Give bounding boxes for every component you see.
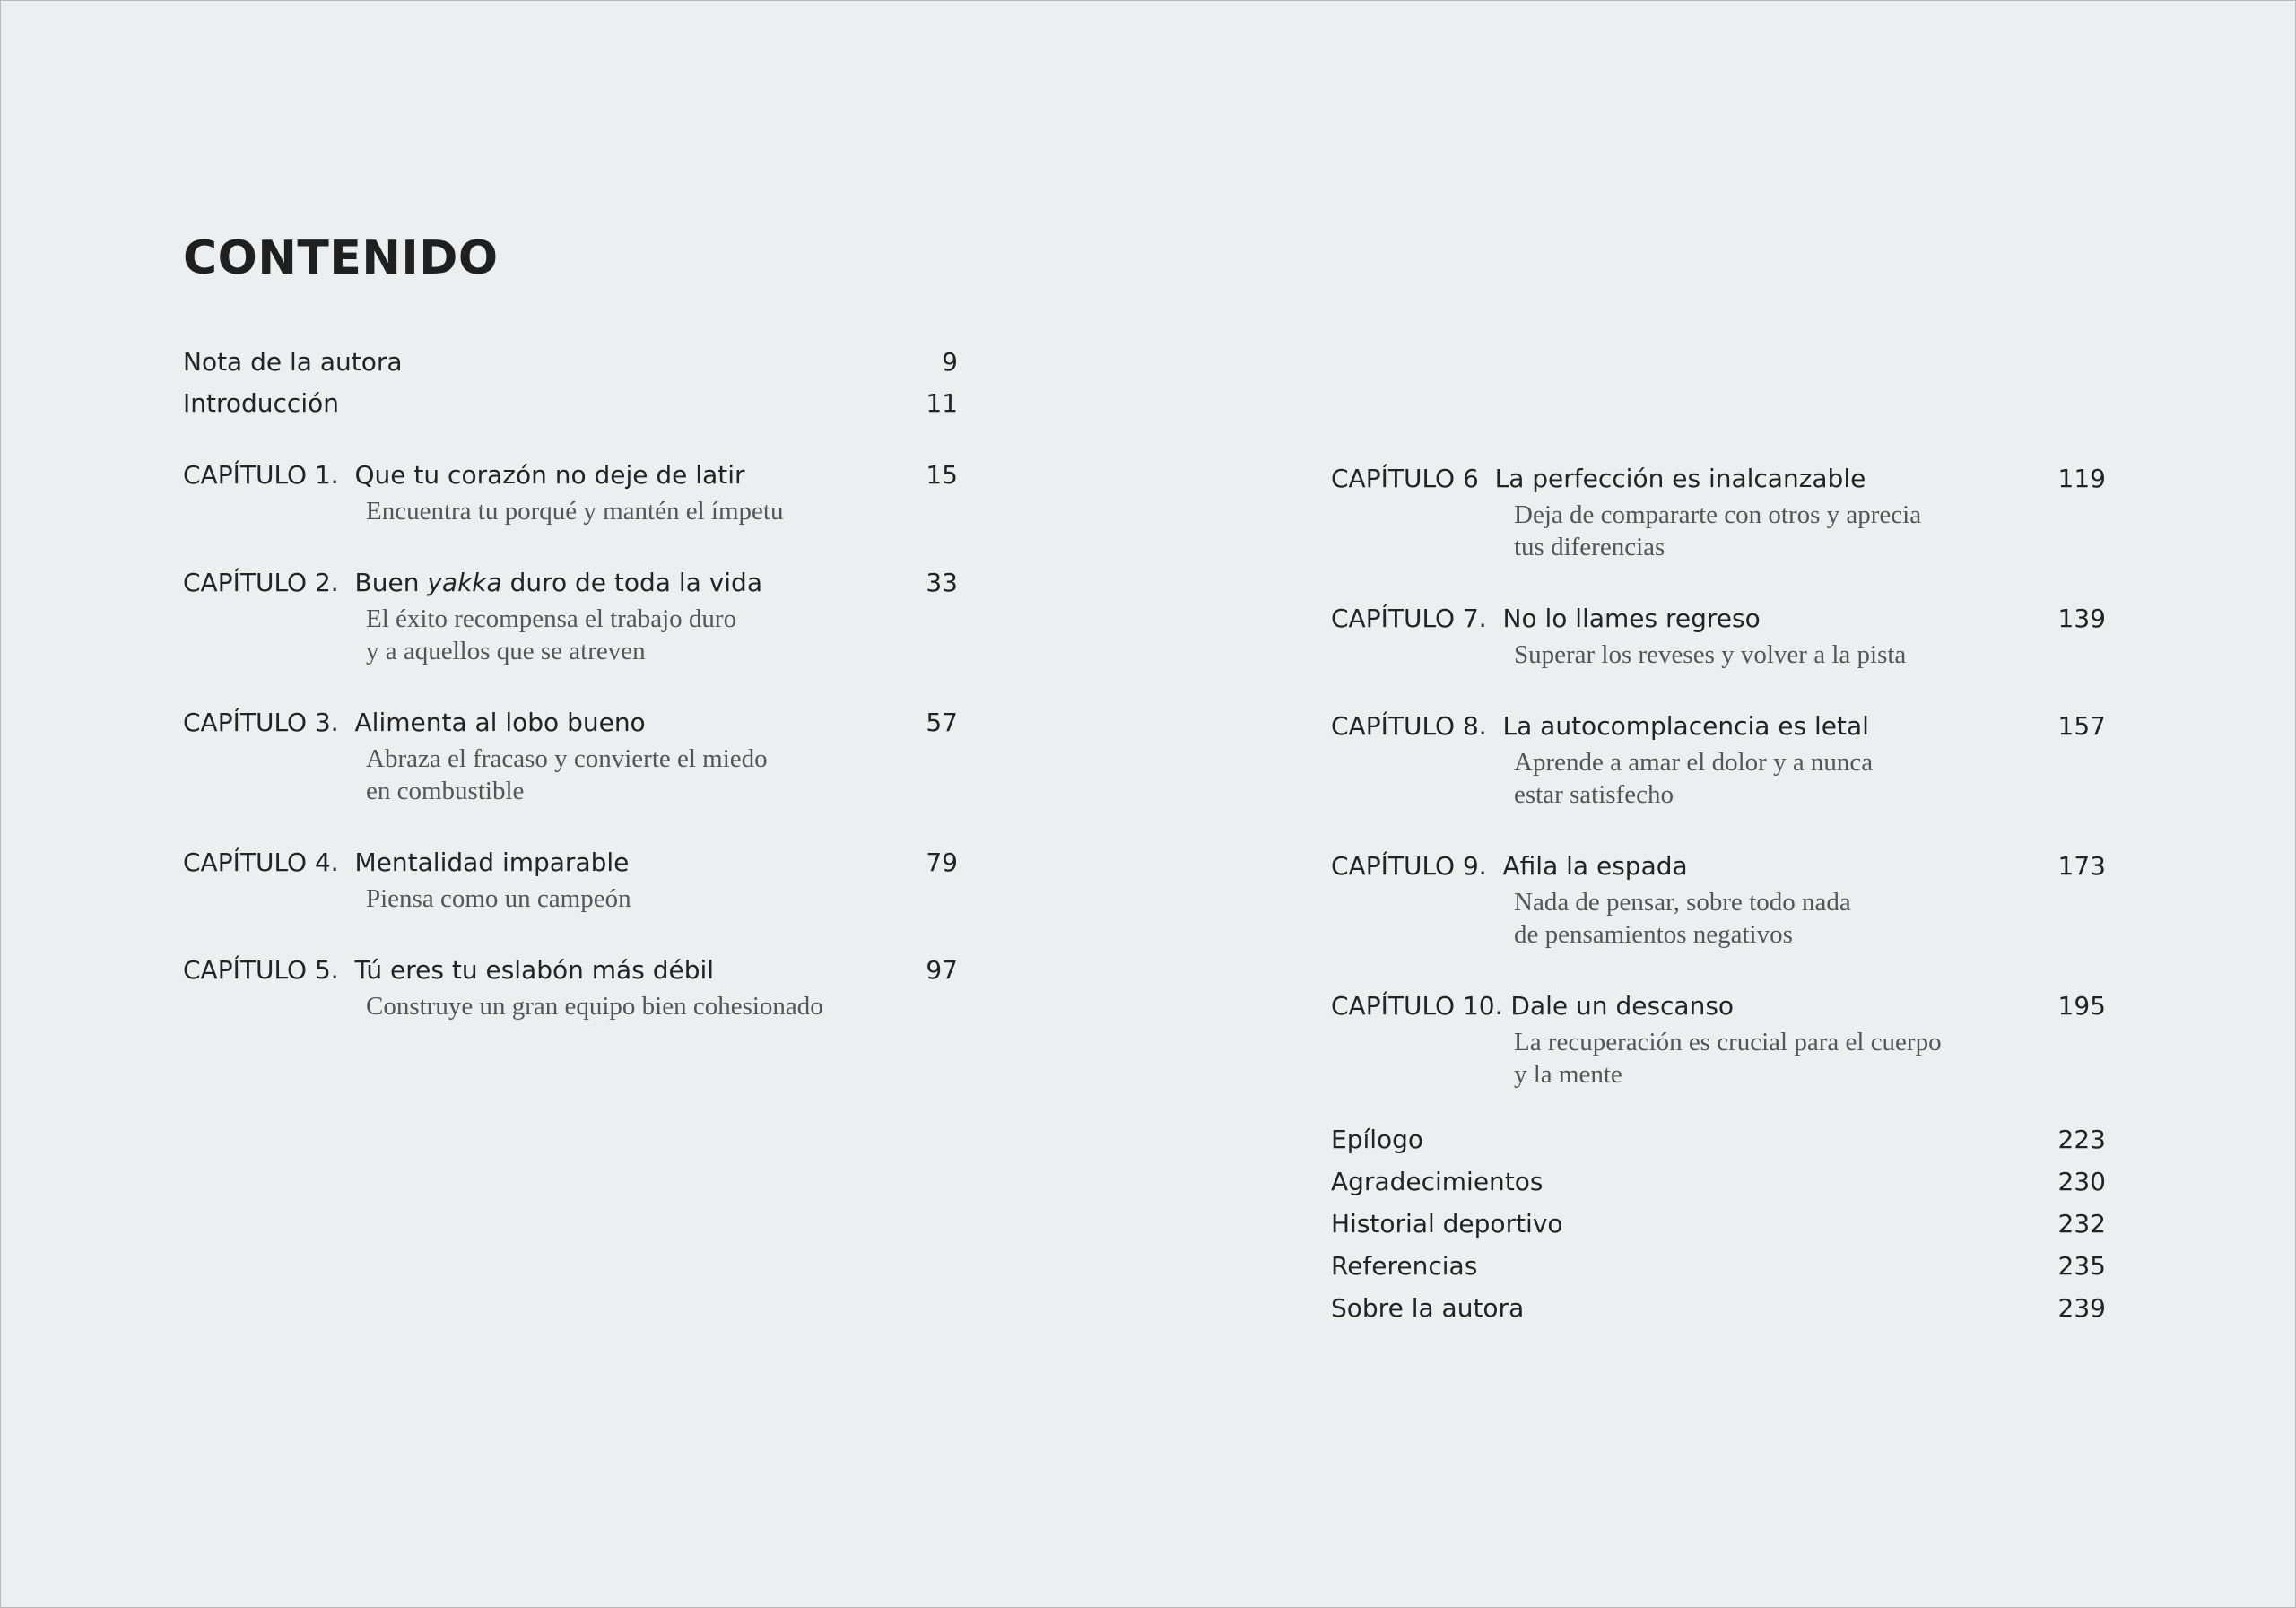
toc-entry-introduccion[interactable] [183,384,958,423]
chapter-subtitle: de pensamientos negativos [1514,920,1793,949]
toc-chapter-5[interactable] [183,951,958,1022]
toc-page-number: 97 [926,955,958,985]
chapter-label: CAPÍTULO 6 [1331,464,1479,493]
chapter-subtitle: Encuentra tu porqué y mantén el ímpetu [366,497,784,526]
chapter-subtitle: La recuperación es crucial para el cuerpo [1514,1028,1942,1056]
chapter-subtitle: y a aquellos que se atreven [366,637,646,665]
chapter-subtitle: estar satisfecho [1514,780,1674,809]
toc-entry-label: Sobre la autora [1331,1293,1525,1323]
chapter-subtitle: Abraza el fracaso y convierte el miedo [366,744,768,773]
chapter-title: No lo llames regreso [1502,604,1761,633]
chapter-subtitle: Aprende a amar el dolor y a nunca [1514,748,1874,777]
chapter-label: CAPÍTULO 7. [1331,604,1487,633]
chapter-title-post: duro de toda la vida [501,568,762,597]
toc-page-number: 57 [926,708,958,737]
chapter-subtitle: El éxito recompensa el trabajo duro [366,604,737,633]
toc-page-number: 157 [2057,711,2106,741]
toc-entry-sobre-la-autora[interactable] [1331,1289,2106,1328]
toc-entry-label: Historial deportivo [1331,1209,1563,1239]
chapter-label: CAPÍTULO 1. [183,460,339,490]
toc-page-number: 119 [2057,464,2106,493]
chapter-subtitle: Construye un gran equipo bien cohesionado [366,992,823,1021]
toc-page-number: 139 [2057,604,2106,633]
chapter-label: CAPÍTULO 3. [183,708,339,737]
chapter-title: Alimenta al lobo bueno [354,708,646,737]
toc-entry-label: Introducción [183,388,339,418]
toc-page-number: 232 [2057,1209,2106,1239]
toc-chapter-3[interactable] [183,703,958,807]
toc-page-number: 235 [2057,1251,2106,1281]
toc-chapter-6[interactable] [1331,459,2106,563]
toc-page-number: 223 [2057,1125,2106,1154]
toc-page-number: 11 [926,388,958,418]
toc-chapter-10[interactable] [1331,987,2106,1091]
chapter-title-pre: Buen [354,568,428,597]
toc-entry-historial[interactable] [1331,1204,2106,1244]
chapter-heading [1331,459,1866,499]
chapter-heading [1331,707,1869,746]
chapter-title: La perfección es inalcanzable [1494,464,1866,493]
toc-chapter-7[interactable] [1331,599,2106,671]
chapter-subtitle: Deja de compararte con otros y aprecia [1514,500,1922,529]
chapter-subtitle: Superar los reveses y volver a la pista [1514,640,1907,669]
toc-page-number: 9 [942,347,958,377]
chapter-label: CAPÍTULO 10. [1331,991,1503,1021]
toc-entry-referencias[interactable] [1331,1247,2106,1286]
chapter-subtitle: tus diferencias [1514,533,1665,561]
chapter-title: Tú eres tu eslabón más débil [354,955,715,985]
toc-chapter-2[interactable] [183,563,958,667]
toc-chapter-9[interactable] [1331,847,2106,951]
chapter-title: Dale un descanso [1510,991,1735,1021]
chapter-label: CAPÍTULO 5. [183,955,339,985]
chapter-label: CAPÍTULO 8. [1331,711,1487,741]
toc-chapter-1[interactable] [183,456,958,527]
chapter-heading [183,703,646,743]
chapter-heading [183,456,745,495]
toc-page-number: 195 [2057,991,2106,1021]
toc-page-number: 173 [2057,851,2106,881]
toc-entry-label: Agradecimientos [1331,1167,1544,1196]
chapter-label: CAPÍTULO 4. [183,847,339,877]
chapter-subtitle: y la mente [1514,1060,1622,1089]
toc-chapter-4[interactable] [183,843,958,915]
chapter-heading [183,843,629,882]
chapter-heading [183,951,714,990]
chapter-heading [1331,599,1761,639]
toc-entry-agradecimientos[interactable] [1331,1162,2106,1202]
toc-entry-label: Epílogo [1331,1125,1424,1154]
chapter-label: CAPÍTULO 2. [183,568,339,597]
chapter-heading [1331,847,1688,886]
chapter-title: Afila la espada [1502,851,1688,881]
chapter-subtitle: en combustible [366,777,525,805]
toc-page-number: 33 [926,568,958,597]
toc-page-number: 239 [2057,1293,2106,1323]
chapter-title-italic: yakka [427,568,502,597]
chapter-subtitle: Nada de pensar, sobre todo nada [1514,888,1851,917]
toc-page-number: 79 [926,847,958,877]
chapter-title: La autocomplacencia es letal [1502,711,1869,741]
chapter-title: Que tu corazón no deje de latir [354,460,745,490]
toc-entry-label: Referencias [1331,1251,1478,1281]
toc-chapter-8[interactable] [1331,707,2106,811]
chapter-heading [1331,987,1734,1026]
chapter-heading [183,563,762,603]
toc-entry-nota[interactable] [183,343,958,382]
chapter-subtitle: Piensa como un campeón [366,884,631,913]
toc-entry-epilogo[interactable] [1331,1120,2106,1160]
page-title: CONTENIDO [183,231,499,285]
toc-page-number: 15 [926,460,958,490]
toc-entry-label: Nota de la autora [183,347,403,377]
chapter-label: CAPÍTULO 9. [1331,851,1487,881]
chapter-title: Mentalidad imparable [354,847,630,877]
toc-page-number: 230 [2057,1167,2106,1196]
